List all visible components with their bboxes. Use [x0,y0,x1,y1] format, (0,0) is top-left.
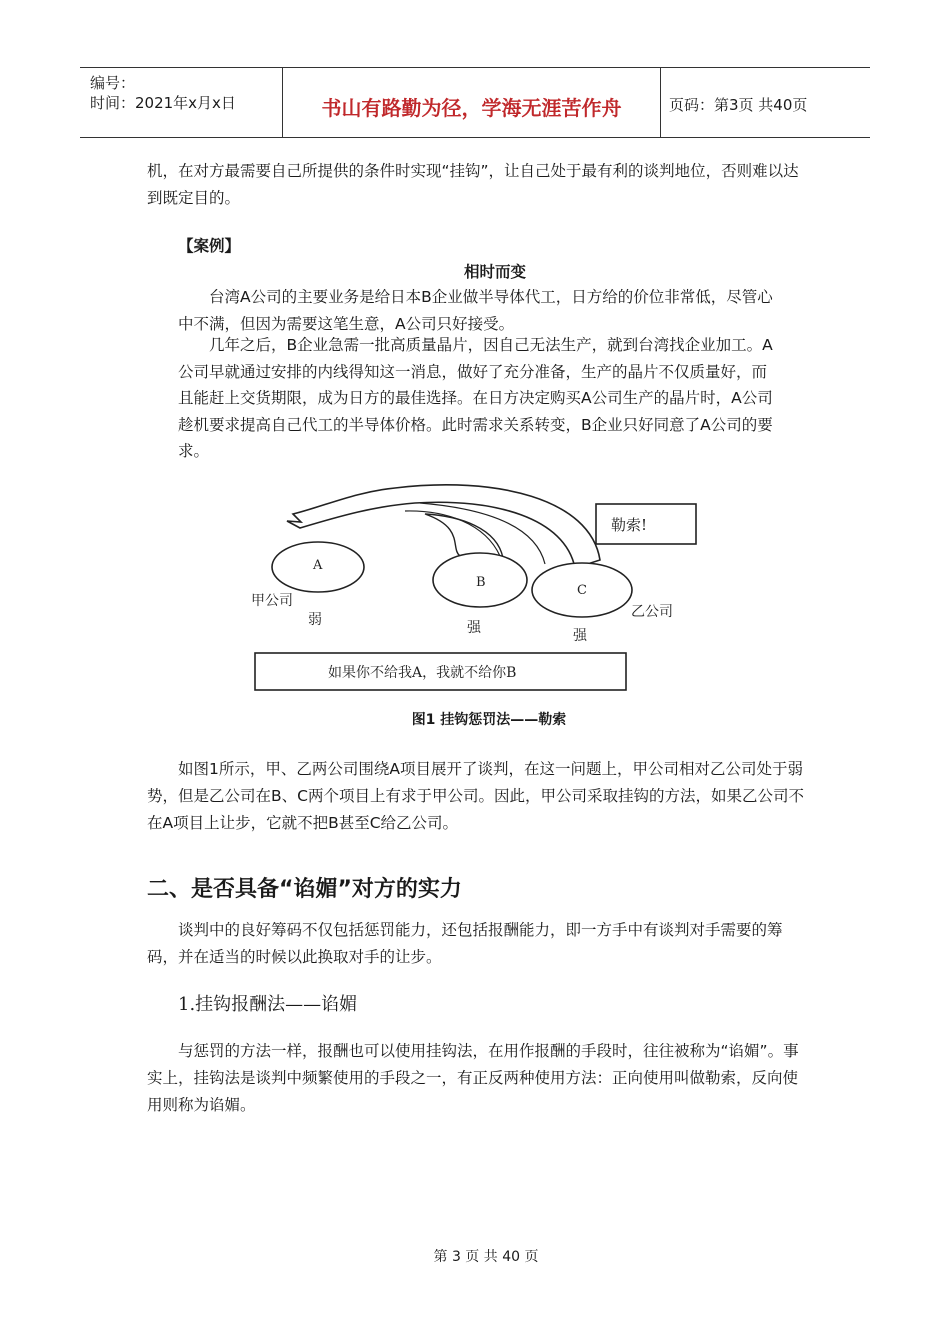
section2-paragraph-2: 与惩罚的方法一样，报酬也可以使用挂钩法，在用作报酬的手段时，往往被称为“谄媚”。事实上，挂钩法是谈判中频繁使用的手段之一，有正反两种使用方法：正向使用叫做勒索，反向使用则称为谄媚。 [147,1042,799,1114]
strong-c-label: 强 [573,628,587,644]
ellipse-a-label: A [313,558,323,573]
case-title: 相时而变 [463,263,526,281]
header-motto-cell [283,68,661,137]
number-label: 编号： [90,74,136,92]
ellipse-b-label: B [476,575,486,590]
header-table [80,67,870,138]
bottom-box-label: 如果你不给我A，我就不给你B [328,665,517,681]
party-jia-label: 甲公司 [251,593,293,609]
case-paragraph-2: 几年之后，B企业急需一批高质量晶片，因自己无法生产，就到台湾找企业加工。A公司早就通过安排的内线得知这一消息，做好了充分准备，生产的晶片不仅质量好，而且能赶上交货期限，成为日方的最佳选择。在日方决定购买A公司生产的晶片时，A公司趁机要求提高自己代工的半导体价格。此时需求关系转变，B企业只好同意了A公司的要求。 [178,336,773,460]
case-label: 【案例】 [178,237,241,255]
extort-box-label: 勒索! [611,516,648,534]
page-footer: 第 3 页 共 40 页 [433,1249,539,1265]
section-heading: 二、是否具备“谄媚”对方的实力 [147,877,462,902]
time-label: 时间：2021年x月x日 [90,94,236,112]
section2-paragraph-1: 谈判中的良好筹码不仅包括惩罚能力，还包括报酬能力，即一方手中有谈判对手需要的筹码，并在适当的时候以此换取对手的让步。 [147,921,783,966]
ellipse-c-label: C [577,583,587,598]
para-after-figure: 如图1所示，甲、乙两公司围绕A项目展开了谈判，在这一问题上，甲公司相对乙公司处于弱势，但是乙公司在B、C两个项目上有求于甲公司。因此，甲公司采取挂钩的方法，如果乙公司不在A项目上让步，它就不把B甚至C给乙公司。 [147,760,804,832]
weak-label: 弱 [308,612,322,628]
figure-caption: 图1 挂钩惩罚法——勒索 [411,712,567,728]
page-info: 页码：第3页 共40页 [669,96,808,114]
motto: 书山有路勤为径，学海无涯苦作舟 [321,96,622,120]
strong-b-label: 强 [467,620,481,636]
figure-hook-penalty [245,478,705,698]
party-yi-label: 乙公司 [631,604,673,620]
case-paragraph-1: 台湾A公司的主要业务是给日本B企业做半导体代工，日方给的价位非常低，尽管心中不满，但因为需要这笔生意，A公司只好接受。 [178,288,773,333]
sub-heading: 1.挂钩报酬法——谄媚 [178,994,358,1015]
header-meta-cell [80,68,283,137]
intro-paragraph: 机，在对方最需要自己所提供的条件时实现“挂钩”，让自己处于最有利的谈判地位，否则难以达到既定目的。 [147,162,799,207]
header-page-cell [661,68,870,137]
